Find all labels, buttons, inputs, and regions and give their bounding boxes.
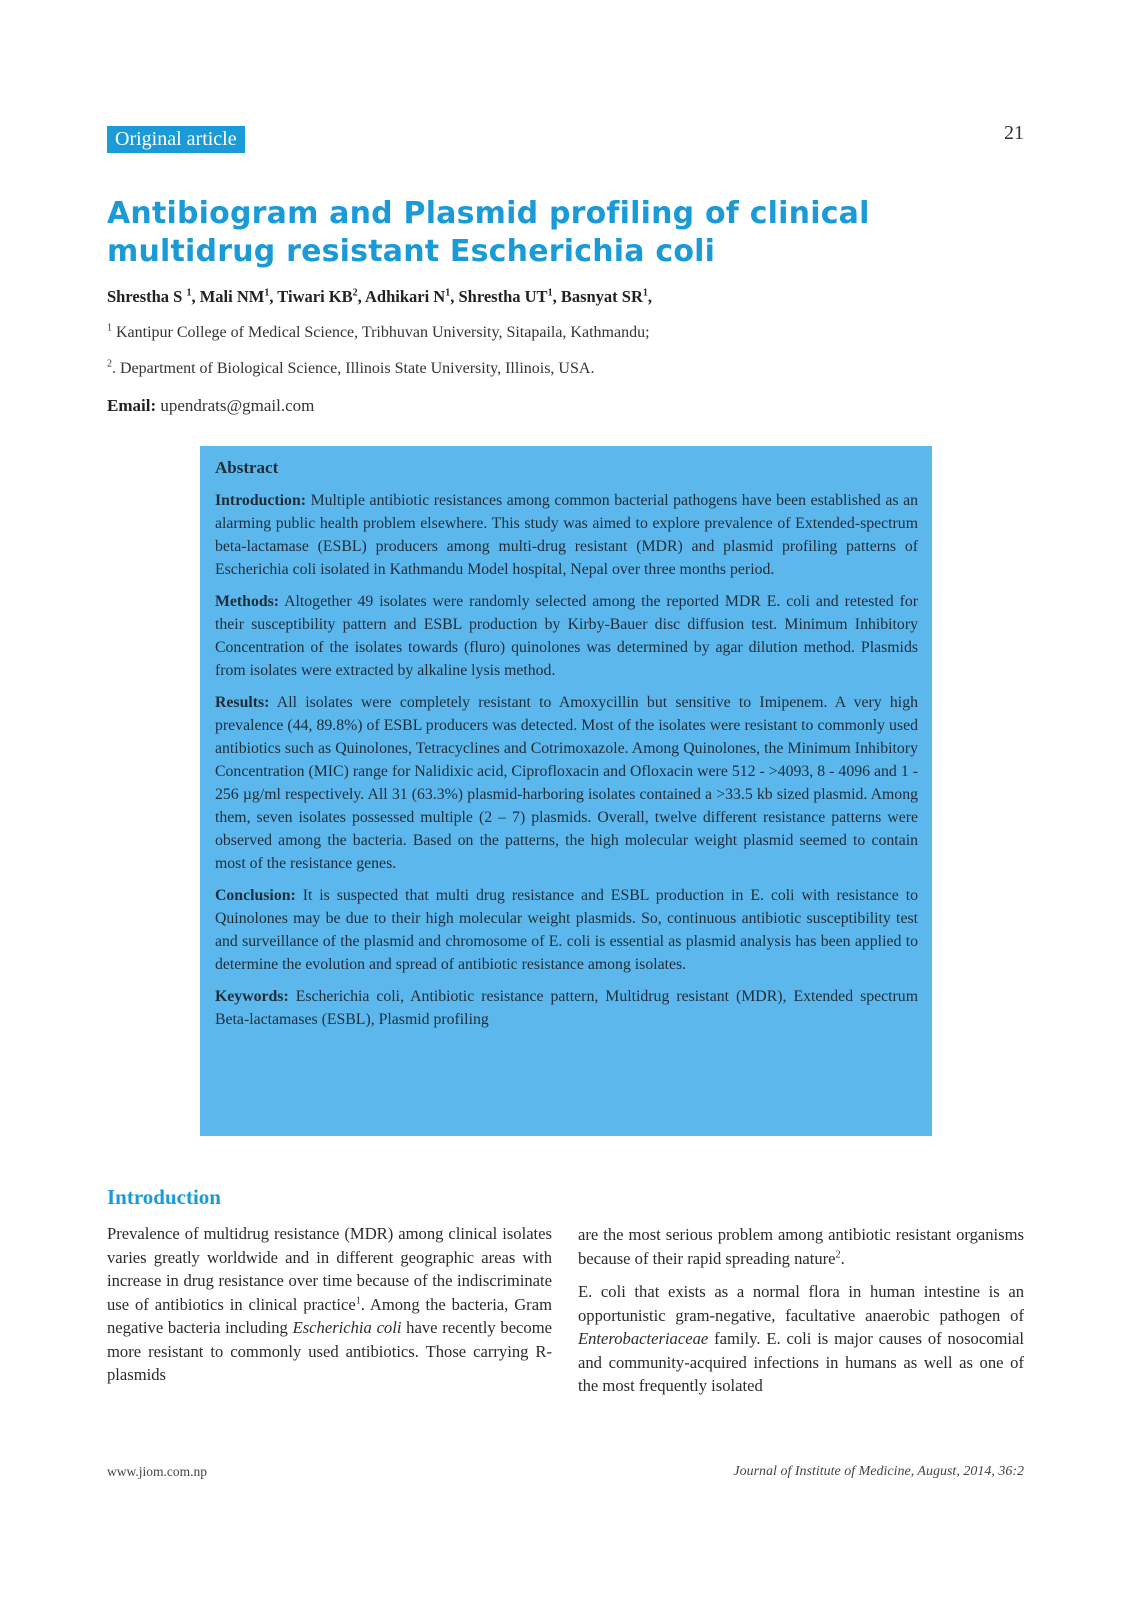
body-text: are the most serious problem among antibiotic resistant organisms because of their rapid spreading nature (578, 1225, 1024, 1268)
author-separator: , (269, 287, 278, 306)
body-text: have recently become more resistant to commonly used antibiotics. Those carrying R-plasmids (107, 1318, 552, 1384)
body-text: Prevalence of multidrug resistance (MDR) among clinical isolates varies greatly worldwide and in different geographic areas with increase in drug resistance over time because of the indiscriminate use of antibiotics in clinical practice (107, 1224, 552, 1314)
author-name: Tiwari KB (277, 287, 353, 306)
author-affiliation-mark: 1 (445, 287, 451, 299)
author-name: Shrestha S (107, 287, 187, 306)
affiliation-2 (107, 360, 594, 378)
author-affiliation-mark: 1 (642, 287, 648, 299)
affiliation-text: Kantipur College of Medical Science, Tribhuvan University, Sitapaila, Kathmandu; (112, 324, 650, 341)
abstract-results (215, 691, 918, 875)
section-label: Methods: (215, 593, 280, 610)
body-text: E. coli that exists as a normal flora in human intestine is an opportunistic gram-negative, facultative anaerobic pathogen of (578, 1282, 1024, 1325)
article-type-label: Original article (107, 126, 245, 153)
affiliation-text: . Department of Biological Science, Illinois State University, Illinois, USA. (112, 360, 595, 377)
email-address[interactable]: upendrats@gmail.com (156, 396, 315, 415)
page-number: 21 (1004, 122, 1024, 144)
citation-ref: 2 (835, 1248, 841, 1260)
author-separator: , (552, 287, 561, 306)
section-text: It is suspected that multi drug resistance and ESBL production in E. coli with resistance to Quinolones may be due to their high molecular weight plasmids. So, continuous antibiotic susceptibility test and surveillance of the plasmid and chromosome of E. coli is essential as plasmid analysis has been applied to determine the evolution and spread of antibiotic resistance among isolates. (215, 887, 918, 973)
introduction-heading: Introduction (107, 1185, 221, 1209)
citation-ref: 1 (355, 1294, 361, 1306)
author-separator: , (357, 287, 365, 306)
corresponding-email (107, 396, 314, 416)
author-name: Basnyat SR (560, 287, 643, 306)
abstract-heading: Abstract (215, 458, 279, 477)
intro-paragraph (578, 1223, 1024, 1270)
section-text: Escherichia coli, Antibiotic resistance pattern, Multidrug resistant (MDR), Extended spectrum Beta-lactamases (ESBL), Plasmid profiling (215, 988, 918, 1028)
author-name: Shrestha UT (458, 287, 548, 306)
affiliation-mark: 1 (107, 322, 112, 334)
section-label: Results: (215, 694, 270, 711)
author-affiliation-mark: 1 (264, 287, 270, 299)
species-name: Escherichia coli (292, 1318, 402, 1337)
author-separator: , (647, 287, 653, 306)
section-text: Multiple antibiotic resistances among common bacterial pathogens have been established as an alarming public health problem elsewhere. This study was aimed to explore prevalence of Extended-spectrum beta-lactamase (ESBL) producers among multi-drug resistant (MDR) and plasmid profiling patterns of Escherichia coli isolated in Kathmandu Model hospital, Nepal over three months period. (215, 492, 918, 578)
body-text: family. E. coli is major causes of nosocomial and community-acquired infections in humans as well as one of the most frequently isolated (578, 1329, 1024, 1395)
affiliation-mark: 2 (107, 358, 112, 370)
affiliation-1 (107, 324, 650, 342)
author-list (107, 287, 652, 307)
author-affiliation-mark: 1 (547, 287, 553, 299)
section-text: All isolates were completely resistant to Amoxycillin but sensitive to Imipenem. A very high prevalence (44, 89.8%) of ESBL producers was detected. Most of the isolates were resistant to commonly used antibiotics such as Quinolones, Tetracyclines and Cotrimoxazole. Among Quinolones, the Minimum Inhibitory Concentration (MIC) range for Nalidixic acid, Ciprofloxacin and Ofloxacin were 512 - >4093, 8 - 4096 and 1 - 256 µg/ml respectively. All 31 (63.3%) plasmid-harboring isolates contained a >33.5 kb sized plasmid. Among them, seven isolates possessed multiple (2 – 7) plasmids. Overall, twelve different resistance patterns were observed among the bacteria. Based on the patterns, the high molecular weight plasmid seemed to contain most of the resistance genes. (215, 694, 918, 872)
author-name: Mali NM (199, 287, 265, 306)
intro-paragraph (578, 1280, 1024, 1398)
abstract-keywords (215, 985, 918, 1031)
article-title: Antibiogram and Plasmid profiling of clinical multidrug resistant Escherichia coli (107, 196, 870, 269)
intro-paragraph (107, 1222, 552, 1387)
abstract-introduction (215, 489, 918, 581)
body-text: . (840, 1248, 845, 1268)
abstract-conclusion (215, 884, 918, 976)
intro-left-column (107, 1222, 552, 1397)
footer-url[interactable]: www.jiom.com.np (107, 1464, 207, 1479)
abstract-box (200, 446, 932, 1136)
email-label: Email: (107, 396, 157, 415)
author-separator: , (450, 287, 459, 306)
section-label: Keywords: (215, 988, 289, 1005)
section-label: Introduction: (215, 492, 306, 509)
intro-right-column (578, 1223, 1024, 1408)
family-name: Enterobacteriaceae (578, 1329, 709, 1348)
body-text: . Among the bacteria, Gram negative bacteria including (107, 1294, 552, 1337)
section-label: Conclusion: (215, 887, 296, 904)
author-affiliation-mark: 2 (352, 287, 358, 299)
author-separator: , (191, 287, 200, 306)
abstract-methods (215, 590, 918, 682)
author-name: Adhikari N (364, 287, 446, 306)
author-affiliation-mark: 1 (186, 287, 192, 299)
section-text: Altogether 49 isolates were randomly selected among the reported MDR E. coli and retested for their susceptibility pattern and ESBL production by Kirby-Bauer disc diffusion test. Minimum Inhibitory Concentration of the isolates towards (fluro) quinolones was determined by agar dilution method. Plasmids from isolates were extracted by alkaline lysis method. (215, 593, 918, 679)
footer-journal-citation: Journal of Institute of Medicine, August, 2014, 36:2 (733, 1464, 1024, 1479)
